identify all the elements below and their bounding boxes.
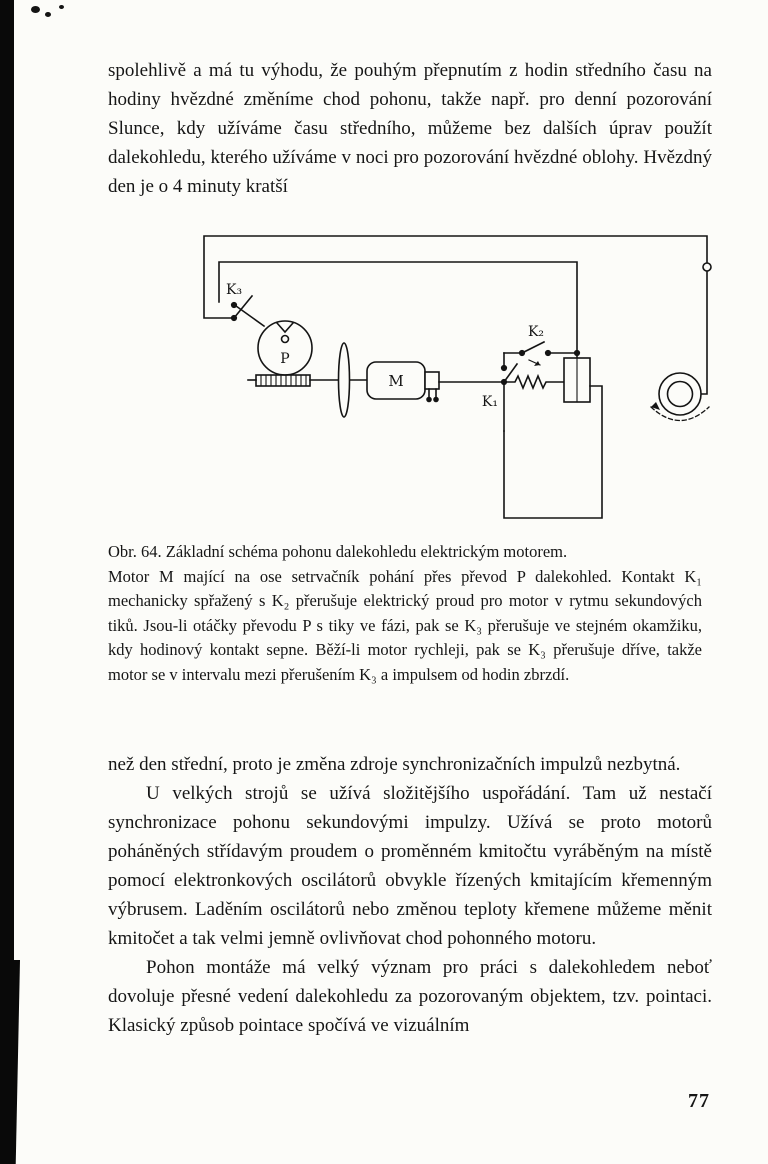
paragraph: než den střední, proto je změna zdroje synchronizačních impulzů nezbytná. [108,754,681,775]
label-k2: K₂ [527,324,545,340]
contact-dot [232,316,237,321]
figure-caption [108,540,702,687]
contact-dot [502,366,507,371]
arrowhead-icon [534,361,540,366]
bottom-wire [504,386,602,518]
worm-gear [256,375,310,386]
scan-edge-bottom [0,960,20,1164]
figure-obr-64 [192,226,717,526]
paragraph: U velkých strojů se užívá složitějšího uspořádání. Tam už nestačí synchronizace pohonu sekundovými impulzy. Užívá se proto motorů poháněných střídavým proudem o proměnném kmitočtu vyráběným na místě pomocí elektronkových oscilátorů obvykle řízených kmitajícím křemenným výbrusem. Laděním oscilátorů nebo změnou teploty křemene můžeme měnit kmitočet a tak velmi jemně ovlivňovat chod pohonného motoru. [108,783,712,949]
telescope-drive-circuit-diagram [192,226,717,526]
label-k1: K₁ [481,394,498,410]
contact-dot [232,303,237,308]
drive-wheel-outer [659,373,701,415]
paragraph-intro: spolehlivě a má tu výhodu, že pouhým přepnutím z hodin středního času na hodiny hvězdné změníme chod pohonu, takže např. pro denní pozorování Slunce, kdy užíváme času středního, můžeme bez dalších úprav použít dalekohledu, kterého užíváme v noci pro pozorování hvězdné oblohy. Hvězdný den je o 4 minuty kratší [108,60,712,197]
scan-speck [45,12,51,17]
figure-caption-title: Obr. 64. Základní schéma pohonu dalekohledu elektrickým motorem. [108,542,568,561]
motor-terminal-stubs [429,389,436,397]
motor-coupling [425,372,439,389]
terminal-circle [703,263,711,271]
contact-dot [520,351,525,356]
right-wire [701,272,707,394]
scan-speck [31,6,40,13]
resistor [504,376,564,388]
figure-caption-body: Motor M mající na ose setrvačník pohání přes převod P dalekohled. Kontakt K₁ mechanicky spřažený s K₂ přerušuje elektrický proud pro motor v rytmu sekundových tiků. Jsou-li otáčky převodu P s tiky ve fázi, pak se K₃ přerušuje ve stejném okamžiku, kdy hodinový kontakt sepne. Běží-li motor rychleji, pak se K₃ přerušuje dříve, takže motor se v intervalu mezi přerušením K₃ a impulsem od hodin zbrzdí. [108,566,702,684]
contact-k2-lever [522,342,544,353]
scan-speck [59,5,64,9]
contact-k3-follower [236,306,264,326]
page-number: 77 [688,1090,710,1112]
worm-gear-teeth [261,375,306,386]
motor-terminal [434,398,438,402]
body-text [108,750,712,1040]
circuit-wires [204,236,711,518]
label-k3: K₃ [226,282,243,298]
outer-wire [204,236,707,318]
motor-terminal [427,398,431,402]
junction-dot [575,351,580,356]
label-m: M [388,372,404,390]
paragraph: Pohon montáže má velký význam pro práci s dalekohledem neboť dovoluje přesné vedení dalekohledu za pozorovaným objektem, tzv. pointaci. Klasický způsob pointace spočívá ve vizuálním [108,957,712,1036]
flywheel [339,343,350,417]
label-p: P [280,351,290,367]
